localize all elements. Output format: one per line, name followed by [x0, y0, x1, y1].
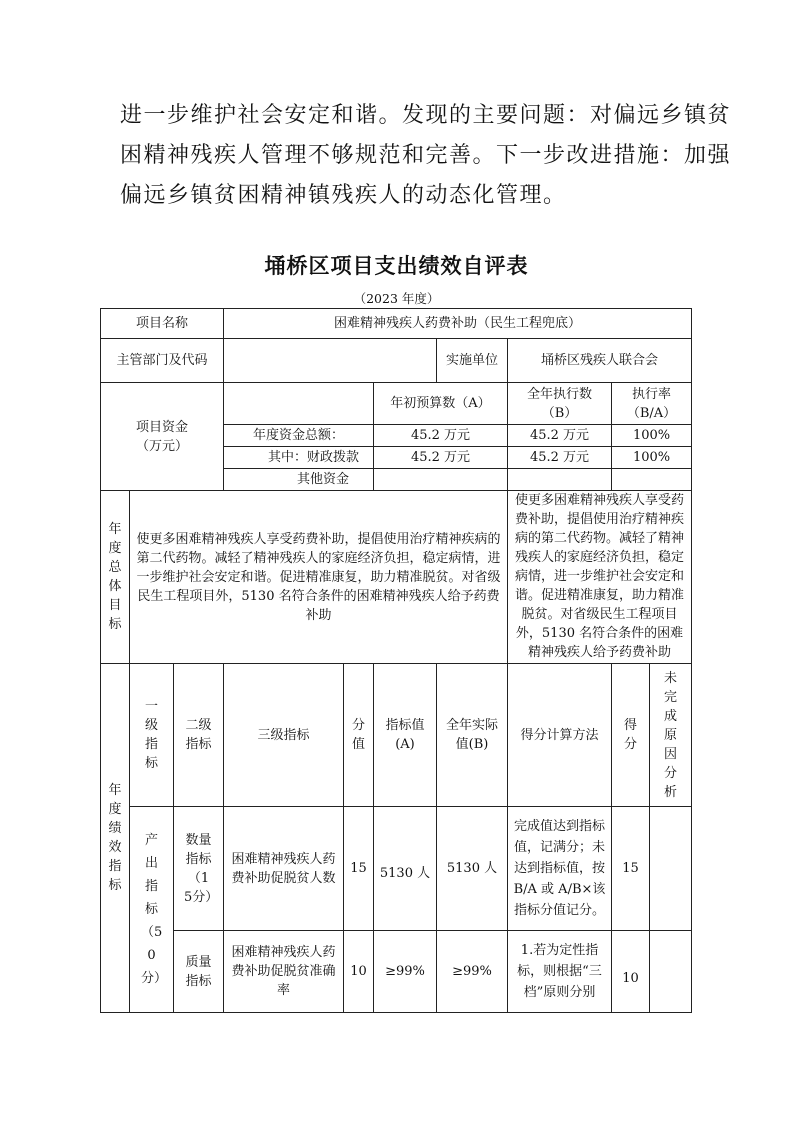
project-name-label: 项目名称 [101, 309, 224, 339]
h-level3: 三级指标 [224, 664, 344, 807]
row-score-value: 15 [344, 807, 374, 931]
h-level1: 一级指标 [130, 664, 174, 807]
col-budget-header: 年初预算数（A） [374, 383, 508, 425]
intro-paragraph [120, 96, 732, 216]
total-funds-label: 年度资金总额： [224, 425, 374, 447]
funds-label: 项目资金（万元） [101, 383, 224, 491]
total-rate: 100% [612, 425, 692, 447]
goal-planned: 使更多困难精神残疾人享受药费补助，提倡使用治疗精神疾病的第二代药物。减轻了精神残疾人的家庭经济负担，稳定病情，进一步维护社会安定和谐。促进精准康复，助力精准脱贫。对省级民生工程项目外，5130 名符合条件的困难精神残疾人给予药费补助 [130, 491, 508, 664]
dept-value [224, 339, 437, 383]
other-funds-label: 其他资金 [224, 469, 374, 491]
fiscal-rate: 100% [612, 447, 692, 469]
h-score-value: 分值 [344, 664, 374, 807]
row-level2: 质量指标 [174, 931, 224, 1013]
other-executed [508, 469, 612, 491]
h-score: 得分 [612, 664, 650, 807]
intro-line: 偏远乡镇贫困精神镇残疾人的动态化管理。 [120, 183, 567, 208]
project-name-value: 困难精神残疾人药费补助（民生工程兜底） [224, 309, 692, 339]
dept-label: 主管部门及代码 [101, 339, 224, 383]
h-target: 指标值(A) [374, 664, 437, 807]
row-score-value: 10 [344, 931, 374, 1013]
row-score: 15 [612, 807, 650, 931]
row-level2: 数量指标（15分） [174, 807, 224, 931]
row-score: 10 [612, 931, 650, 1013]
row-reason [650, 807, 692, 931]
intro-line: 困精神残疾人管理不够规范和完善。下一步改进措施：加强 [120, 143, 732, 168]
page-title: 埇桥区项目支出绩效自评表 [264, 254, 529, 278]
other-budget [374, 469, 508, 491]
row-actual: ≥99% [437, 931, 508, 1013]
impl-unit-value: 埇桥区残疾人联合会 [508, 339, 692, 383]
fiscal-executed: 45.2 万元 [508, 447, 612, 469]
goal-actual: 使更多困难精神残疾人享受药费补助，提倡使用治疗精神疾病的第二代药物。减轻了精神残疾人的家庭经济负担，稳定病情，进一步维护社会安定和谐。促进精准康复，助力精准脱贫。对省级民生工程项目外，5130 名符合条件的困难精神残疾人给予药费补助 [508, 491, 692, 664]
intro-line: 进一步维护社会安定和谐。发现的主要问题：对偏远乡镇贫 [120, 103, 732, 128]
row-level3: 困难精神残疾人药费补助促脱贫人数 [224, 807, 344, 931]
annual-goal-label: 年度总体目标 [101, 491, 130, 664]
h-method: 得分计算方法 [508, 664, 612, 807]
perf-label: 年度绩效指标 [101, 664, 130, 1013]
h-reason: 未完成原因分析 [650, 664, 692, 807]
row-method: 1.若为定性指标，则根据“三档”原则分别 [508, 931, 612, 1013]
page-subtitle: （2023 年度） [353, 291, 440, 306]
performance-table [100, 308, 692, 1013]
row-reason [650, 931, 692, 1013]
row-level3: 困难精神残疾人药费补助促脱贫准确率 [224, 931, 344, 1013]
row-target: 5130 人 [374, 807, 437, 931]
total-budget: 45.2 万元 [374, 425, 508, 447]
row-actual: 5130 人 [437, 807, 508, 931]
col-executed-header: 全年执行数（B） [508, 383, 612, 425]
fiscal-funds-label: 其中：财政拨款 [224, 447, 374, 469]
row-method: 完成值达到指标值，记满分；未达到指标值，按 B/A 或 A/B×该指标分值记分。 [508, 807, 612, 931]
funds-blank [224, 383, 374, 425]
col-rate-header: 执行率（B/A） [612, 383, 692, 425]
other-rate [612, 469, 692, 491]
total-executed: 45.2 万元 [508, 425, 612, 447]
output-label: 产出指标（50分） [130, 807, 174, 1013]
impl-unit-label: 实施单位 [437, 339, 508, 383]
fiscal-budget: 45.2 万元 [374, 447, 508, 469]
row-target: ≥99% [374, 931, 437, 1013]
h-actual: 全年实际值(B) [437, 664, 508, 807]
h-level2: 二级指标 [174, 664, 224, 807]
